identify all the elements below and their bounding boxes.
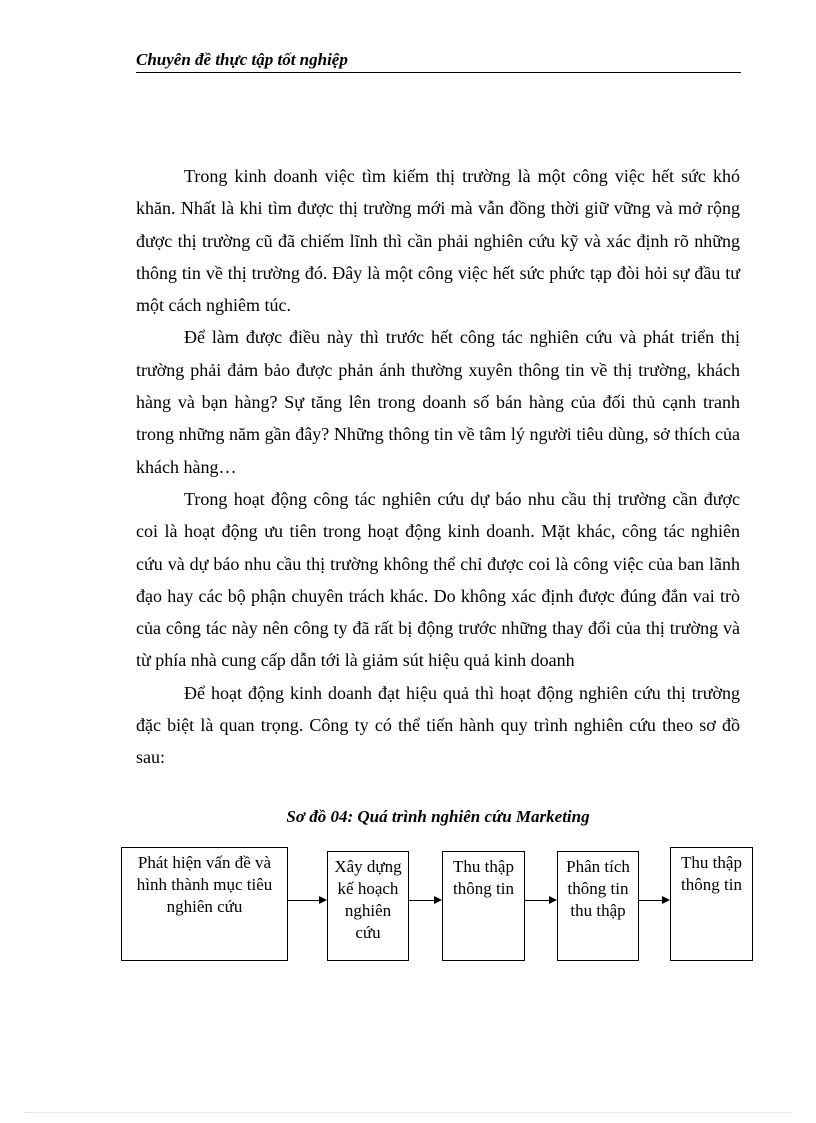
paragraph-1: Trong kinh doanh việc tìm kiếm thị trường là một công việc hết sức khó khăn. Nhất là khi tìm được thị trường mới mà vẫn đồng thời giữ vững và mở rộng được thị trường cũ đã chiếm lĩnh thì cần phải nghiên cứu kỹ và xác định rõ những thông tin về thị trường đó. Đây là một công việc hết sức phức tạp đòi hỏi sự đầu tư một cách nghiêm túc. [136,166,740,316]
paragraph-3: Trong hoạt động công tác nghiên cứu dự báo nhu cầu thị trường cần được coi là hoạt động ưu tiên trong hoạt động kinh doanh. Mặt khác, công tác nghiên cứu và dự báo nhu cầu thị trường không thể chỉ được coi là công việc của ban lãnh đạo hay các bộ phận chuyên trách khác. Do không xác định được đúng đắn vai trò của công tác này nên công ty đã rất bị động trước những thay đổi của thị trường và từ phía nhà cung cấp dẫn tới là giảm sút hiệu quả kinh doanh [136,488,740,671]
diagram-title: Sơ đồ 04: Quá trình nghiên cứu Marketing [286,807,590,826]
paragraph-4: Để hoạt động kinh doanh đạt hiệu quả thì hoạt động nghiên cứu thị trường đặc biệt là quan trọng. Công ty có thể tiến hành quy trình nghiên cứu theo sơ đồ sau: [136,682,740,768]
diagram-step-1-label: Phát hiện vấn đề và hình thành mục tiêu nghiên cứu [136,853,273,916]
diagram-step-3 [442,851,525,961]
diagram-step-4 [557,851,639,961]
diagram-step-2 [327,851,409,961]
header-title: Chuyên đề thực tập tốt nghiệp [136,50,348,69]
diagram-step-3-label: Thu thập thông tin [453,857,514,898]
page-header [136,50,741,73]
page-bottom-divider [24,1112,792,1113]
paragraph-2: Để làm được điều này thì trước hết công tác nghiên cứu và phát triển thị trường phải đảm bảo được phản ánh thường xuyên thông tin về thị trường, khách hàng và bạn hàng? Sự tăng lên trong doanh số bán hàng của đối thủ cạnh tranh trong những năm gần đây? Những thông tin về tâm lý người tiêu dùng, sở thích của khách hàng… [136,327,740,477]
body-text [136,160,740,774]
diagram-step-4-label: Phân tích thông tin thu thập [566,857,630,920]
diagram-step-1 [121,847,288,961]
diagram-step-2-label: Xây dựng kế hoạch nghiên cứu [334,857,402,942]
diagram-step-5-label: Thu thập thông tin [681,853,742,894]
diagram-step-5 [670,847,753,961]
